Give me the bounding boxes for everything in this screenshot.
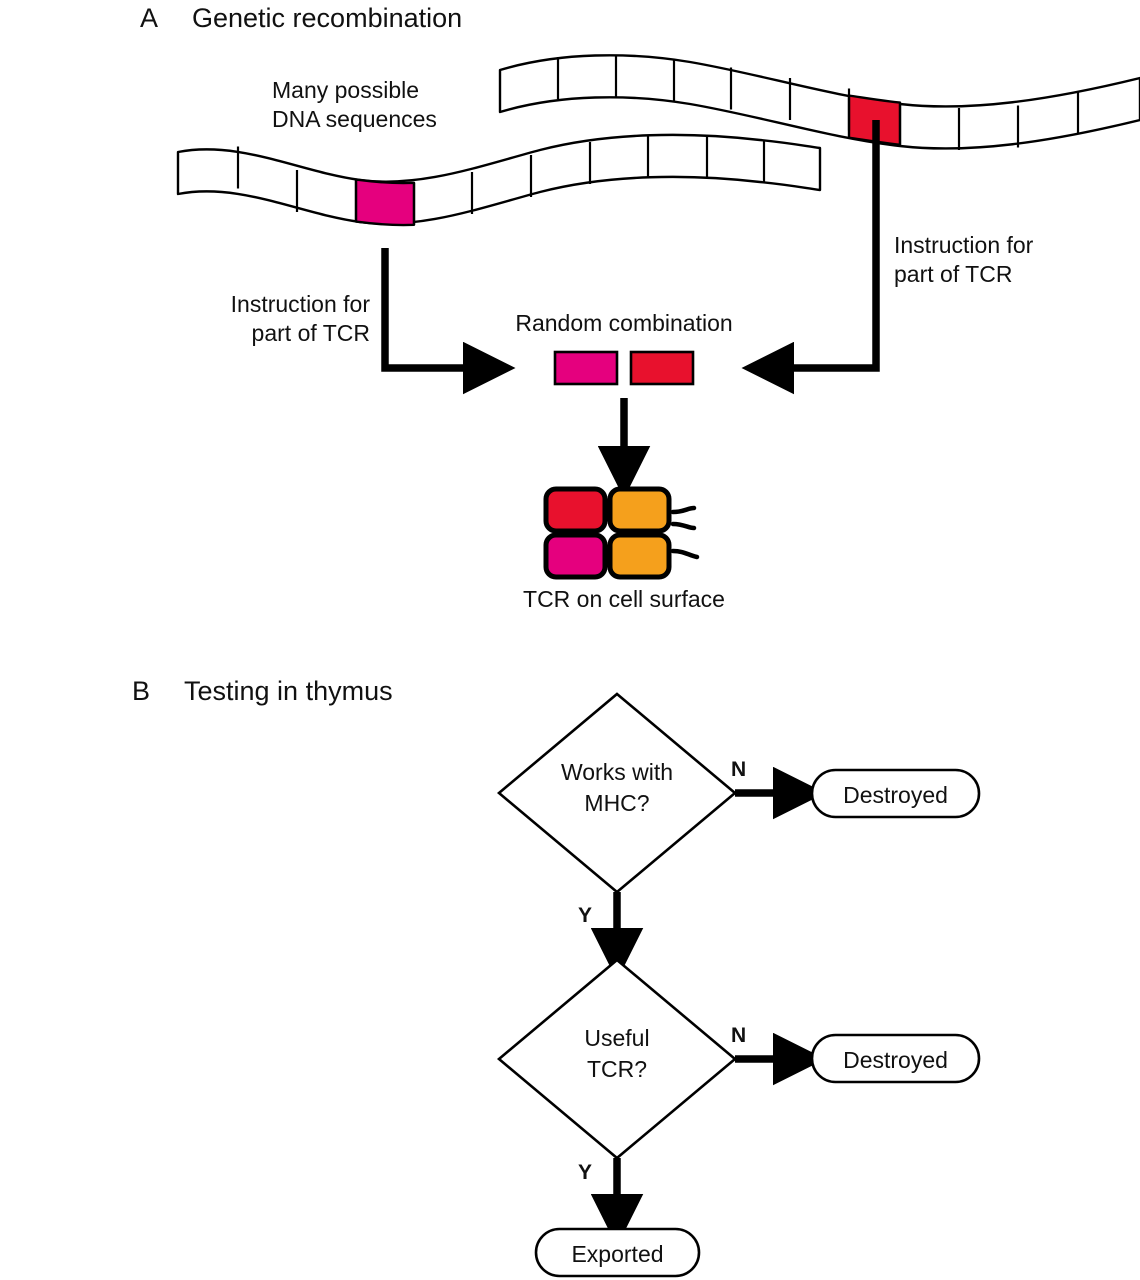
panel-a-title: Genetic recombination	[192, 3, 463, 33]
decision-2-line2: TCR?	[586, 1056, 648, 1082]
tcr-block-magenta	[546, 535, 605, 577]
panel-b-letter: B	[132, 676, 151, 706]
random-combination-label: Random combination	[515, 310, 733, 336]
tcr-on-cell-surface-label: TCR on cell surface	[523, 586, 725, 612]
dna-caption-line2: DNA sequences	[272, 106, 437, 132]
outcome-destroyed-2-label: Destroyed	[843, 1047, 948, 1073]
branch-1-no-label: N	[731, 758, 747, 781]
branch-2-no-label: N	[731, 1024, 747, 1047]
tcr-receptor	[546, 489, 697, 577]
dna-strand-top	[500, 55, 1140, 151]
chip-magenta	[555, 352, 617, 384]
chip-red	[631, 352, 693, 384]
tcr-block-orange-bottom	[610, 535, 669, 577]
random-combination-chips	[555, 352, 693, 384]
decision-2-line1: Useful	[584, 1025, 650, 1051]
outcome-destroyed-1-label: Destroyed	[843, 782, 948, 808]
branch-2-yes-label: Y	[578, 1161, 593, 1184]
branch-1-yes-label: Y	[578, 904, 593, 927]
outcome-exported-label: Exported	[571, 1241, 664, 1267]
left-instruction-line1: Instruction for	[230, 291, 370, 317]
decision-1-line1: Works with	[560, 759, 674, 785]
tcr-block-orange-top	[610, 489, 669, 531]
right-instruction-line1: Instruction for	[894, 232, 1034, 258]
arrow-left-instruction	[385, 248, 487, 368]
tcr-block-red	[546, 489, 605, 531]
dna-caption-line1: Many possible	[272, 77, 420, 103]
dna-strand-bottom	[178, 135, 820, 225]
panel-a-letter: A	[140, 3, 159, 33]
dna-segment-magenta	[356, 180, 414, 225]
decision-1-line2: MHC?	[584, 790, 650, 816]
left-instruction-line2: part of TCR	[251, 320, 370, 346]
panel-b-title: Testing in thymus	[184, 676, 393, 706]
right-instruction-line2: part of TCR	[894, 261, 1013, 287]
